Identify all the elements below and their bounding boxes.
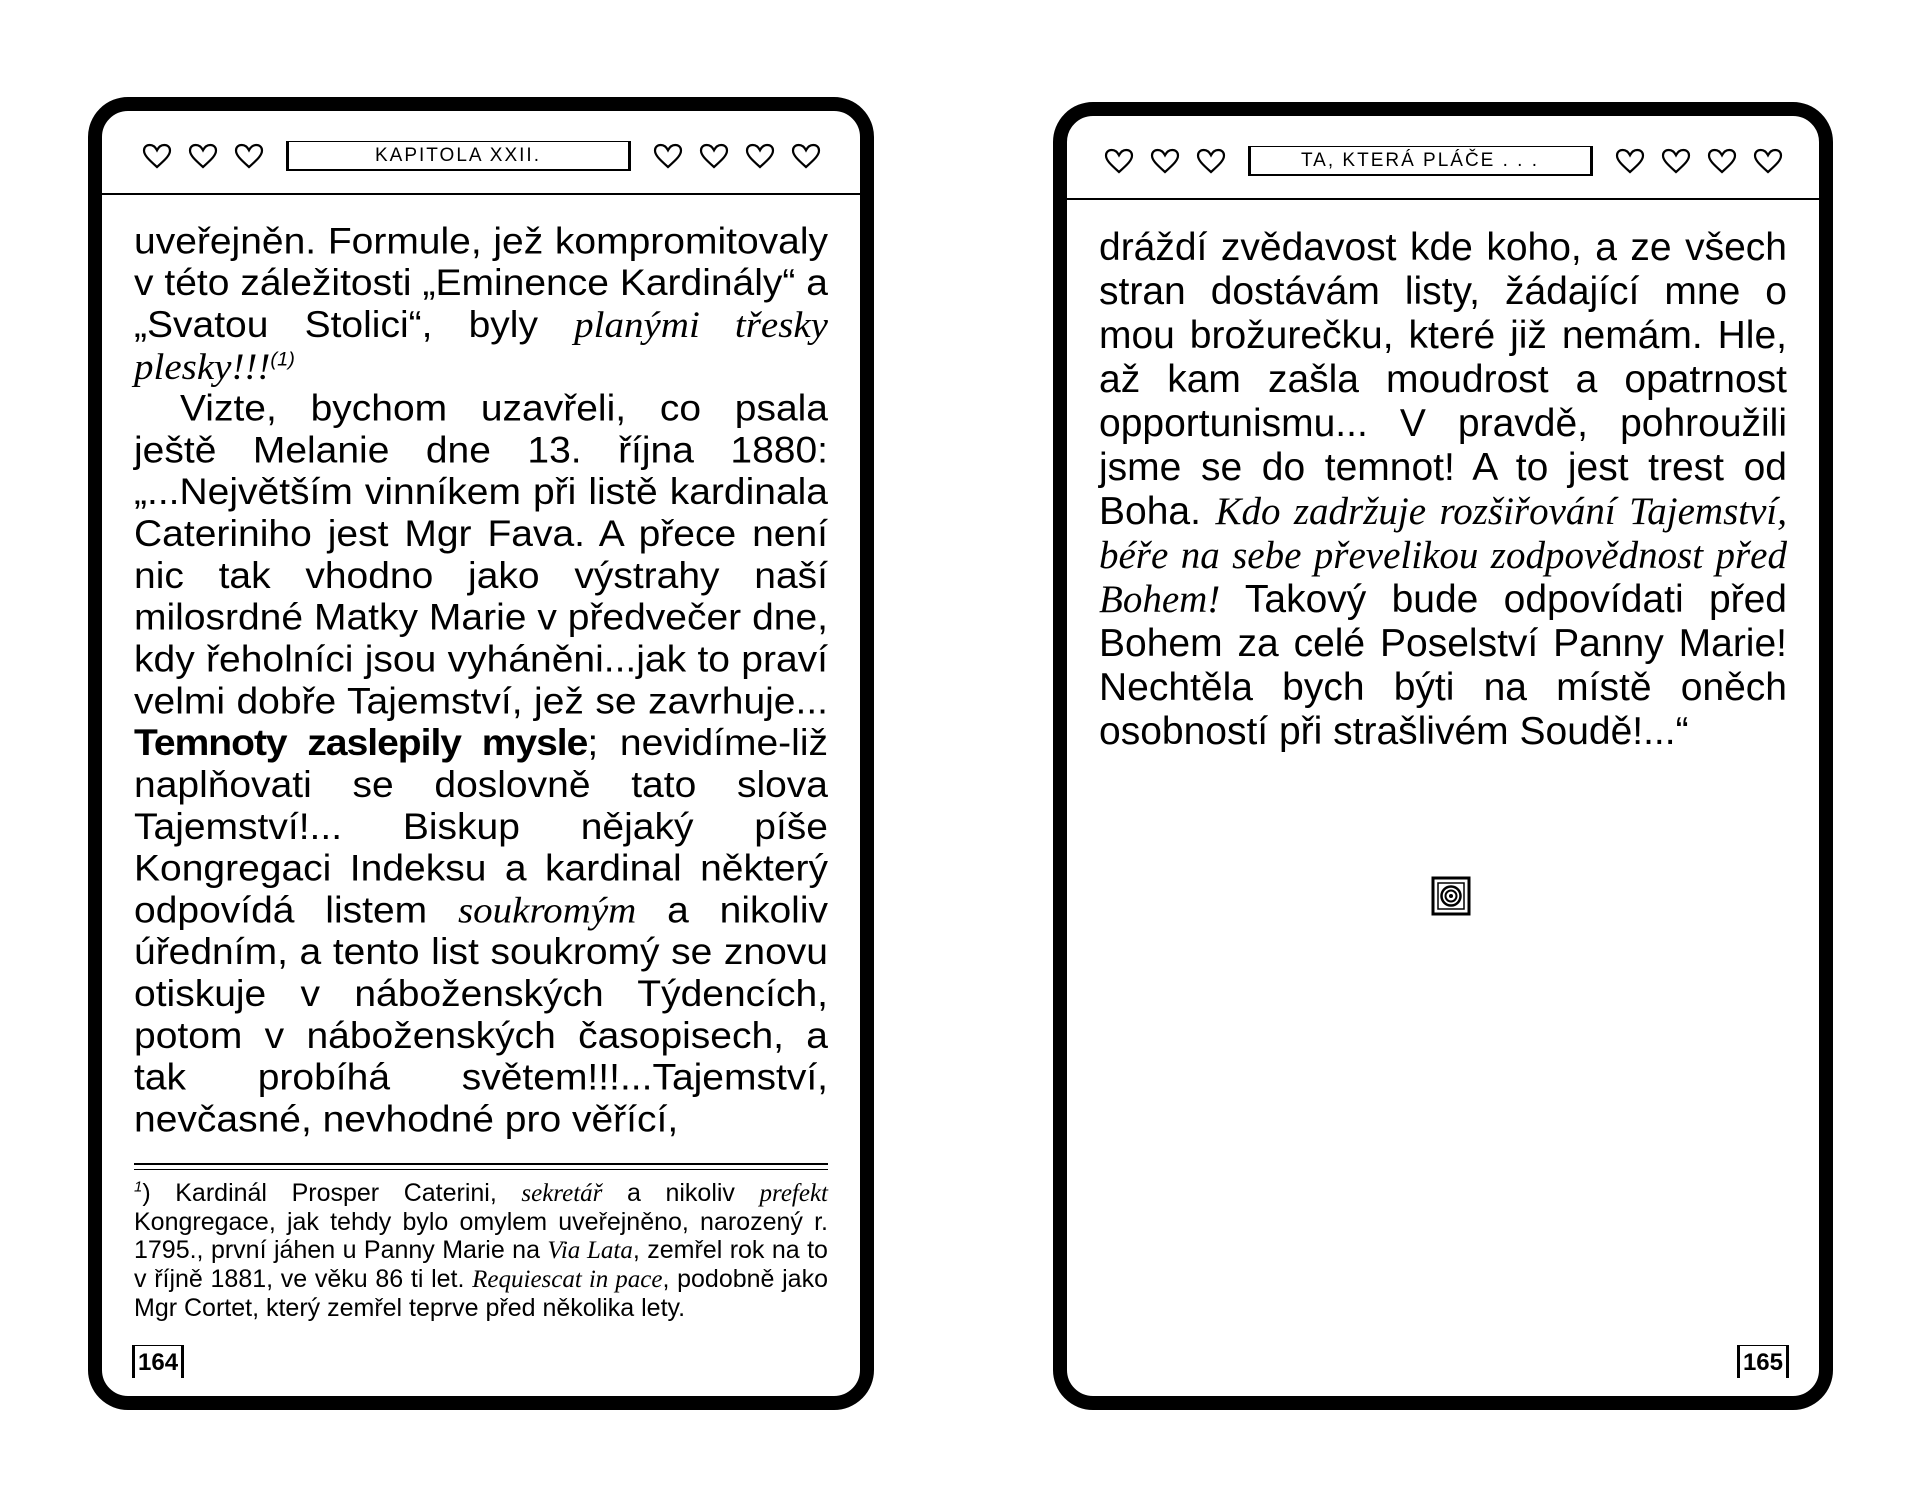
heart-outline-icon	[1196, 148, 1226, 174]
paragraph	[134, 388, 828, 1141]
page-number: 164	[132, 1345, 184, 1378]
text-run: ) Kardinál Prosper Caterini,	[142, 1179, 522, 1207]
right-heart-group-end	[1615, 148, 1783, 174]
italic-text: prefekt	[759, 1180, 828, 1207]
left-heart-group-end	[653, 143, 821, 169]
footnote-marker: (1)	[270, 349, 295, 371]
heart-outline-icon	[699, 143, 729, 169]
text-run: Vizte, bychom uzavřeli, co psala ještě Melanie dne 13. října 1880: „...Největším vinníkem při listě kardinala Cateriniho jest Mgr Fava. A přece není nic tak vhodno jako výstrahy naší milosrdné Matky Marie v předvečer dne, kdy řeholníci jsou vyháněni...jak to praví velmi dobře Tajemství, jež se zavrhuje...	[134, 388, 828, 722]
right-header	[1067, 136, 1819, 186]
paragraph	[134, 221, 828, 388]
heart-outline-icon	[1707, 148, 1737, 174]
left-body-text	[134, 221, 828, 1141]
left-page	[88, 97, 874, 1410]
footnote-marker: 1	[134, 1178, 143, 1196]
heart-outline-icon	[1150, 148, 1180, 174]
text-run: a nikoliv	[602, 1179, 760, 1207]
right-page	[1053, 102, 1833, 1410]
italic-text: Requiescat in pace	[472, 1266, 663, 1293]
left-heart-group-start	[142, 143, 264, 169]
text-run: , podobně jako Mgr Cortet, který zemřel teprve před několika lety.	[134, 1265, 828, 1322]
heart-outline-icon	[653, 143, 683, 169]
right-heart-group-start	[1104, 148, 1226, 174]
italic-text: planými třesky plesky!!!	[134, 304, 828, 388]
heart-outline-icon	[745, 143, 775, 169]
right-body-text	[1099, 226, 1787, 754]
heart-outline-icon	[1615, 148, 1645, 174]
running-head-title: TA, KTERÁ PLÁČE . . .	[1248, 146, 1593, 176]
heart-outline-icon	[234, 143, 264, 169]
italic-text: sekretář	[521, 1180, 603, 1207]
header-rule	[1067, 198, 1819, 200]
heart-outline-icon	[791, 143, 821, 169]
text-run: Takový bude odpovídati před Bohem za celé Poselství Panny Marie! Nechtěla bych býti na místě oněch osobností při strašlivém Soudě!...“	[1099, 578, 1787, 753]
heart-outline-icon	[1753, 148, 1783, 174]
heart-outline-icon	[142, 143, 172, 169]
text-run: Kongregace, jak tehdy bylo omylem uveřejněno, narozený r. 1795., první jáhen u Panny Marie na	[134, 1208, 828, 1264]
page-number: 165	[1737, 1345, 1789, 1378]
text-run: uveřejněn. Formule, jež kompromitovaly v této záležitosti „Eminence Kardinály“ a „Svatou Stolici“, byly	[134, 221, 828, 346]
text-run: dráždí zvědavost kde koho, a ze všech stran dostávám listy, žádající mne o mou brožurečku, které již nemám. Hle, až kam zašla moudrost a opatrnost opportunismu... V pravdě, pohroužili jsme se do temnot! A to jest trest od Boha.	[1099, 226, 1787, 533]
bold-text: Temnoty zaslepily mysle	[134, 722, 588, 764]
italic-text: soukromým	[457, 890, 637, 931]
text-run: , zemřel rok na to v říjně 1881, ve věku 86 ti let.	[134, 1236, 828, 1293]
paragraph	[1099, 226, 1787, 754]
italic-text: Kdo zadržuje rozšiřování Tajemství, béře na sebe převelikou zodpovědnost před Bohem!	[1099, 490, 1787, 621]
footnote-rule	[134, 1163, 828, 1170]
heart-outline-icon	[1661, 148, 1691, 174]
left-header	[102, 131, 860, 181]
heart-outline-icon	[188, 143, 218, 169]
running-head-chapter: KAPITOLA XXII.	[286, 141, 631, 171]
header-rule	[102, 193, 860, 195]
text-run: a nikoliv úředním, a tento list soukromý se znovu otiskuje v náboženských Týdencích, potom v náboženských časopisech, a tak probíhá světem!!!...Tajemství, nevčasné, nevhodné pro věřící,	[134, 890, 828, 1141]
text-run: ; nevidíme-liž naplňovati se doslovně tato slova Tajemství!... Biskup nějaký píše Kongregaci Indeksu a kardinal některý odpovídá listem	[134, 722, 828, 931]
footnote	[134, 1179, 828, 1322]
spiral-square-ornament-icon	[1431, 876, 1471, 916]
italic-text: Via Lata	[547, 1237, 633, 1264]
heart-outline-icon	[1104, 148, 1134, 174]
